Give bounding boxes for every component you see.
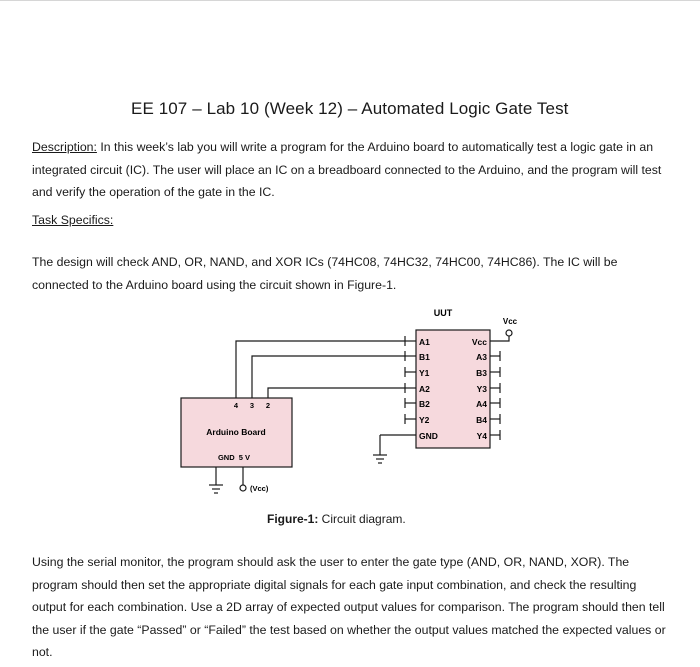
task-paragraph: The design will check AND, OR, NAND, and XOR ICs (74HC08, 74HC32, 74HC00, 74HC86). The IC will be connected to the Arduino board using the circuit shown in Figure-1. <box>32 255 618 292</box>
pin-y4: Y4 <box>476 431 487 441</box>
pin-a3: A3 <box>476 352 487 362</box>
vcc-bottom-label: (Vcc) <box>250 484 269 493</box>
description-label: Description: <box>32 140 97 154</box>
pin-b2: B2 <box>419 399 430 409</box>
instructions-paragraph: Using the serial monitor, the program should ask the user to enter the gate type (AND, OR, NAND, XOR). The program should then set the appropriate digital signals for each gate input combination, and check the resulting output for each combination. Use a 2D array of expected output values for comparison. The program should then tell the user if the gate “Passed” or “Failed” the test based on whether the output values matched the expected values or not. <box>32 555 666 659</box>
circuit-diagram <box>0 290 700 520</box>
wire-pin4-a1 <box>236 341 405 398</box>
arduino-pin-3: 3 <box>249 401 255 410</box>
description-text: In this week’s lab you will write a program for the Arduino board to automatically test a logic gate in an integrated circuit (IC). The user will place an IC on a breadboard connected to the Arduino, and the program will test and verify the operation of the gate in the IC. <box>32 140 662 199</box>
arduino-ground-symbol <box>209 485 223 493</box>
wire-pin3-b1 <box>252 356 405 398</box>
arduino-pin-2: 2 <box>265 401 271 410</box>
vcc-bottom-terminal <box>240 485 246 491</box>
uut-label: UUT <box>433 308 453 318</box>
task-specifics-heading: Task Specifics: <box>32 213 114 227</box>
pin-b1: B1 <box>419 352 430 362</box>
vcc-top-label: Vcc <box>502 317 518 326</box>
top-border <box>0 0 700 5</box>
pin-b3: B3 <box>476 368 487 378</box>
arduino-pin-4: 4 <box>233 401 239 410</box>
wire-pin2-a2 <box>268 388 405 398</box>
page-title: EE 107 – Lab 10 (Week 12) – Automated Logic Gate Test <box>131 99 569 118</box>
figure-caption <box>267 512 406 526</box>
pin-y1: Y1 <box>419 368 430 378</box>
figure-caption-label: Figure-1: <box>267 512 319 526</box>
pin-b4: B4 <box>476 415 487 425</box>
chip-ground-symbol <box>373 455 387 463</box>
pin-a4: A4 <box>476 399 487 409</box>
vcc-top-terminal <box>506 330 512 336</box>
pin-gnd: GND <box>419 431 438 441</box>
pin-vcc: Vcc <box>471 337 487 347</box>
pin-a2: A2 <box>419 384 430 394</box>
pin-y3: Y3 <box>476 384 487 394</box>
pin-y2: Y2 <box>419 415 430 425</box>
arduino-power-label: GND 5 V <box>217 453 251 462</box>
pin-a1: A1 <box>419 337 430 347</box>
description-paragraph <box>32 136 672 204</box>
arduino-label: Arduino Board <box>206 427 266 437</box>
vcc-top-wire <box>490 336 509 341</box>
figure-caption-text: Circuit diagram. <box>318 512 406 526</box>
